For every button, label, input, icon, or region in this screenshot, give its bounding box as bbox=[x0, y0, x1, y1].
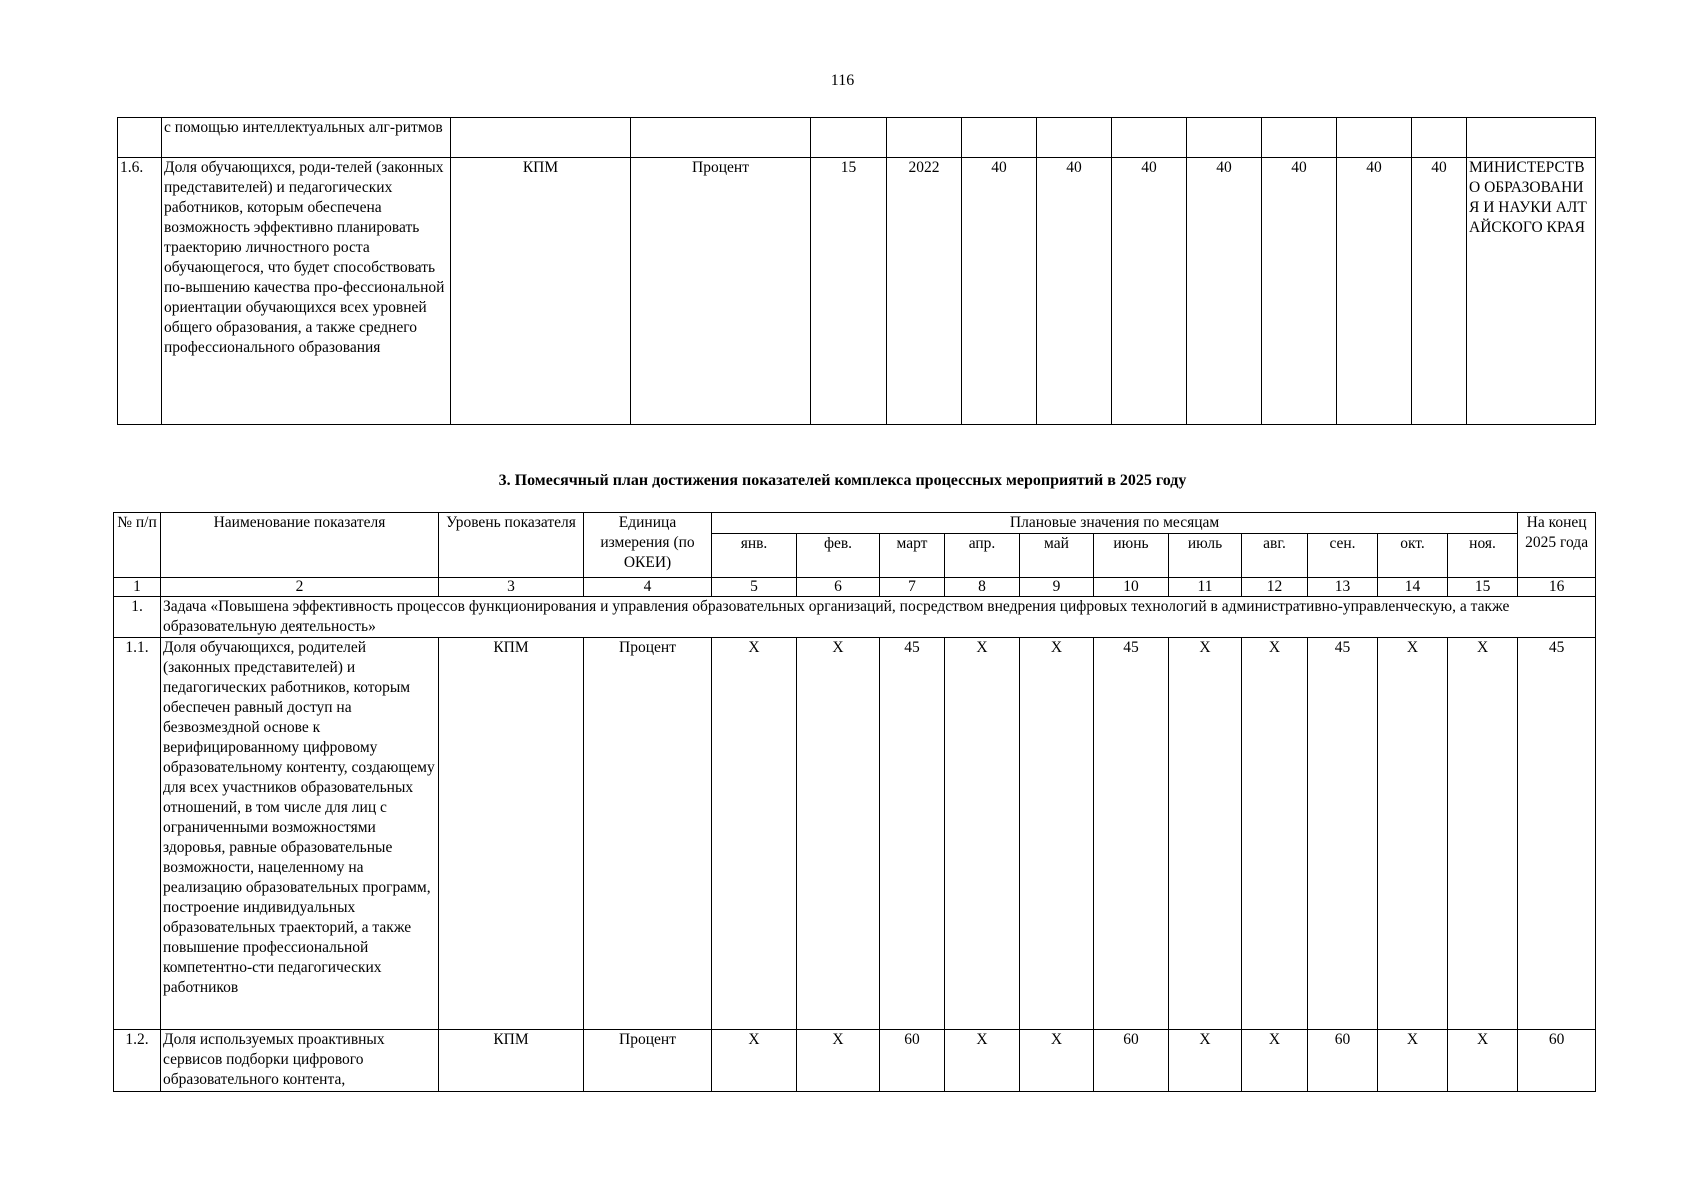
month-value: X bbox=[1378, 1030, 1448, 1092]
row-number: 1. bbox=[114, 597, 161, 638]
indicator-level: КПМ bbox=[439, 638, 584, 1030]
column-number: 2 bbox=[161, 578, 439, 597]
column-number: 1 bbox=[114, 578, 161, 597]
column-number-row bbox=[114, 578, 1596, 597]
table-row bbox=[114, 638, 1596, 1030]
month-value: X bbox=[1448, 1030, 1518, 1092]
month-value: X bbox=[712, 1030, 797, 1092]
year-end-value: 60 bbox=[1518, 1030, 1596, 1092]
year-end-value: 45 bbox=[1518, 638, 1596, 1030]
column-number: 14 bbox=[1378, 578, 1448, 597]
month-value: 45 bbox=[880, 638, 945, 1030]
column-number: 12 bbox=[1242, 578, 1308, 597]
responsible-agency: МИНИСТЕРСТВО ОБРАЗОВАНИЯ И НАУКИ АЛТАЙСКОГО КРАЯ bbox=[1467, 158, 1596, 425]
header-month: апр. bbox=[945, 534, 1020, 578]
header-month: янв. bbox=[712, 534, 797, 578]
indicator-unit: Процент bbox=[584, 638, 712, 1030]
header-month: май bbox=[1020, 534, 1094, 578]
month-value: X bbox=[1169, 1030, 1242, 1092]
indicator-unit: Процент bbox=[631, 158, 811, 425]
base-value: 15 bbox=[811, 158, 887, 425]
month-value: X bbox=[1242, 638, 1308, 1030]
column-number: 7 bbox=[880, 578, 945, 597]
header-month: авг. bbox=[1242, 534, 1308, 578]
header-unit: Единица измерения (по ОКЕИ) bbox=[584, 513, 712, 578]
header-num: № п/п bbox=[114, 513, 161, 578]
header-row bbox=[114, 513, 1596, 534]
column-number: 9 bbox=[1020, 578, 1094, 597]
month-value: 45 bbox=[1308, 638, 1378, 1030]
row-number: 1.6. bbox=[118, 158, 162, 425]
column-number: 16 bbox=[1518, 578, 1596, 597]
indicator-name: Доля обучающихся, родителей (законных представителей) и педагогических работников, которым обеспечен равный доступ на безвозмездной основе к верифицированному цифровому образовательному контенту, создающему для всех участников образовательных отношений, в том числе для лиц с ограниченными возможностями здоровья, равные образовательные возможности, нацеленному на реализацию образовательных программ, построение индивидуальных образовательных траекторий, а также повышение профессиональной компетентно-сти педагогических работников bbox=[161, 638, 439, 1030]
header-month: ноя. bbox=[1448, 534, 1518, 578]
column-number: 3 bbox=[439, 578, 584, 597]
column-number: 15 bbox=[1448, 578, 1518, 597]
header-level: Уровень показателя bbox=[439, 513, 584, 578]
table-row bbox=[118, 118, 1596, 158]
indicator-name: Доля используемых проактивных сервисов подборки цифрового образовательного контента, bbox=[161, 1030, 439, 1092]
header-month: сен. bbox=[1308, 534, 1378, 578]
header-month: окт. bbox=[1378, 534, 1448, 578]
indicators-table-continuation bbox=[117, 117, 1596, 425]
header-monthly: Плановые значения по месяцам bbox=[712, 513, 1518, 534]
month-value: X bbox=[1169, 638, 1242, 1030]
value-cell: 40 bbox=[1412, 158, 1467, 425]
month-value: X bbox=[797, 1030, 880, 1092]
month-value: X bbox=[1378, 638, 1448, 1030]
indicator-level: КПМ bbox=[451, 158, 631, 425]
indicator-name: Доля обучающихся, роди-телей (законных представителей) и педагогических работников, которым обеспечена возможность эффективно планировать траекторию личностного роста обучающегося, что будет способствовать по-вышению качества про-фессиональной ориентации обучающихся всех уровней общего образования, а также среднего профессионального образования bbox=[162, 158, 451, 425]
header-year-end: На конец 2025 года bbox=[1518, 513, 1596, 578]
month-value: X bbox=[1448, 638, 1518, 1030]
base-year: 2022 bbox=[887, 158, 962, 425]
value-cell: 40 bbox=[962, 158, 1037, 425]
month-value: X bbox=[797, 638, 880, 1030]
month-value: X bbox=[712, 638, 797, 1030]
indicator-level: КПМ bbox=[439, 1030, 584, 1092]
value-cell: 40 bbox=[1262, 158, 1337, 425]
task-text: Задача «Повышена эффективность процессов функционирования и управления образовательных организаций, посредством внедрения цифровых технологий в административно-управленческую, а также образовательную деятельность» bbox=[161, 597, 1596, 638]
month-value: X bbox=[945, 638, 1020, 1030]
indicator-name: с помощью интеллектуальных алг-ритмов bbox=[162, 118, 451, 158]
row-number: 1.2. bbox=[114, 1030, 161, 1092]
page-number: 116 bbox=[830, 72, 855, 89]
column-number: 5 bbox=[712, 578, 797, 597]
month-value: 60 bbox=[880, 1030, 945, 1092]
month-value: 60 bbox=[1308, 1030, 1378, 1092]
value-cell: 40 bbox=[1112, 158, 1187, 425]
column-number: 10 bbox=[1094, 578, 1169, 597]
column-number: 6 bbox=[797, 578, 880, 597]
table-row bbox=[114, 1030, 1596, 1092]
header-month: март bbox=[880, 534, 945, 578]
column-number: 13 bbox=[1308, 578, 1378, 597]
header-name: Наименование показателя bbox=[161, 513, 439, 578]
month-value: 45 bbox=[1094, 638, 1169, 1030]
task-row bbox=[114, 597, 1596, 638]
value-cell: 40 bbox=[1187, 158, 1262, 425]
table-row bbox=[118, 158, 1596, 425]
month-value: 60 bbox=[1094, 1030, 1169, 1092]
column-number: 4 bbox=[584, 578, 712, 597]
month-value: X bbox=[1020, 638, 1094, 1030]
header-month: фев. bbox=[797, 534, 880, 578]
section-title: 3. Помесячный план достижения показателей комплекса процессных мероприятий в 2025 году bbox=[498, 472, 1187, 489]
indicator-unit: Процент bbox=[584, 1030, 712, 1092]
month-value: X bbox=[1020, 1030, 1094, 1092]
month-value: X bbox=[1242, 1030, 1308, 1092]
header-month: июнь bbox=[1094, 534, 1169, 578]
monthly-plan-table bbox=[113, 512, 1596, 1092]
column-number: 11 bbox=[1169, 578, 1242, 597]
value-cell: 40 bbox=[1037, 158, 1112, 425]
column-number: 8 bbox=[945, 578, 1020, 597]
row-number: 1.1. bbox=[114, 638, 161, 1030]
header-month: июль bbox=[1169, 534, 1242, 578]
month-value: X bbox=[945, 1030, 1020, 1092]
value-cell: 40 bbox=[1337, 158, 1412, 425]
